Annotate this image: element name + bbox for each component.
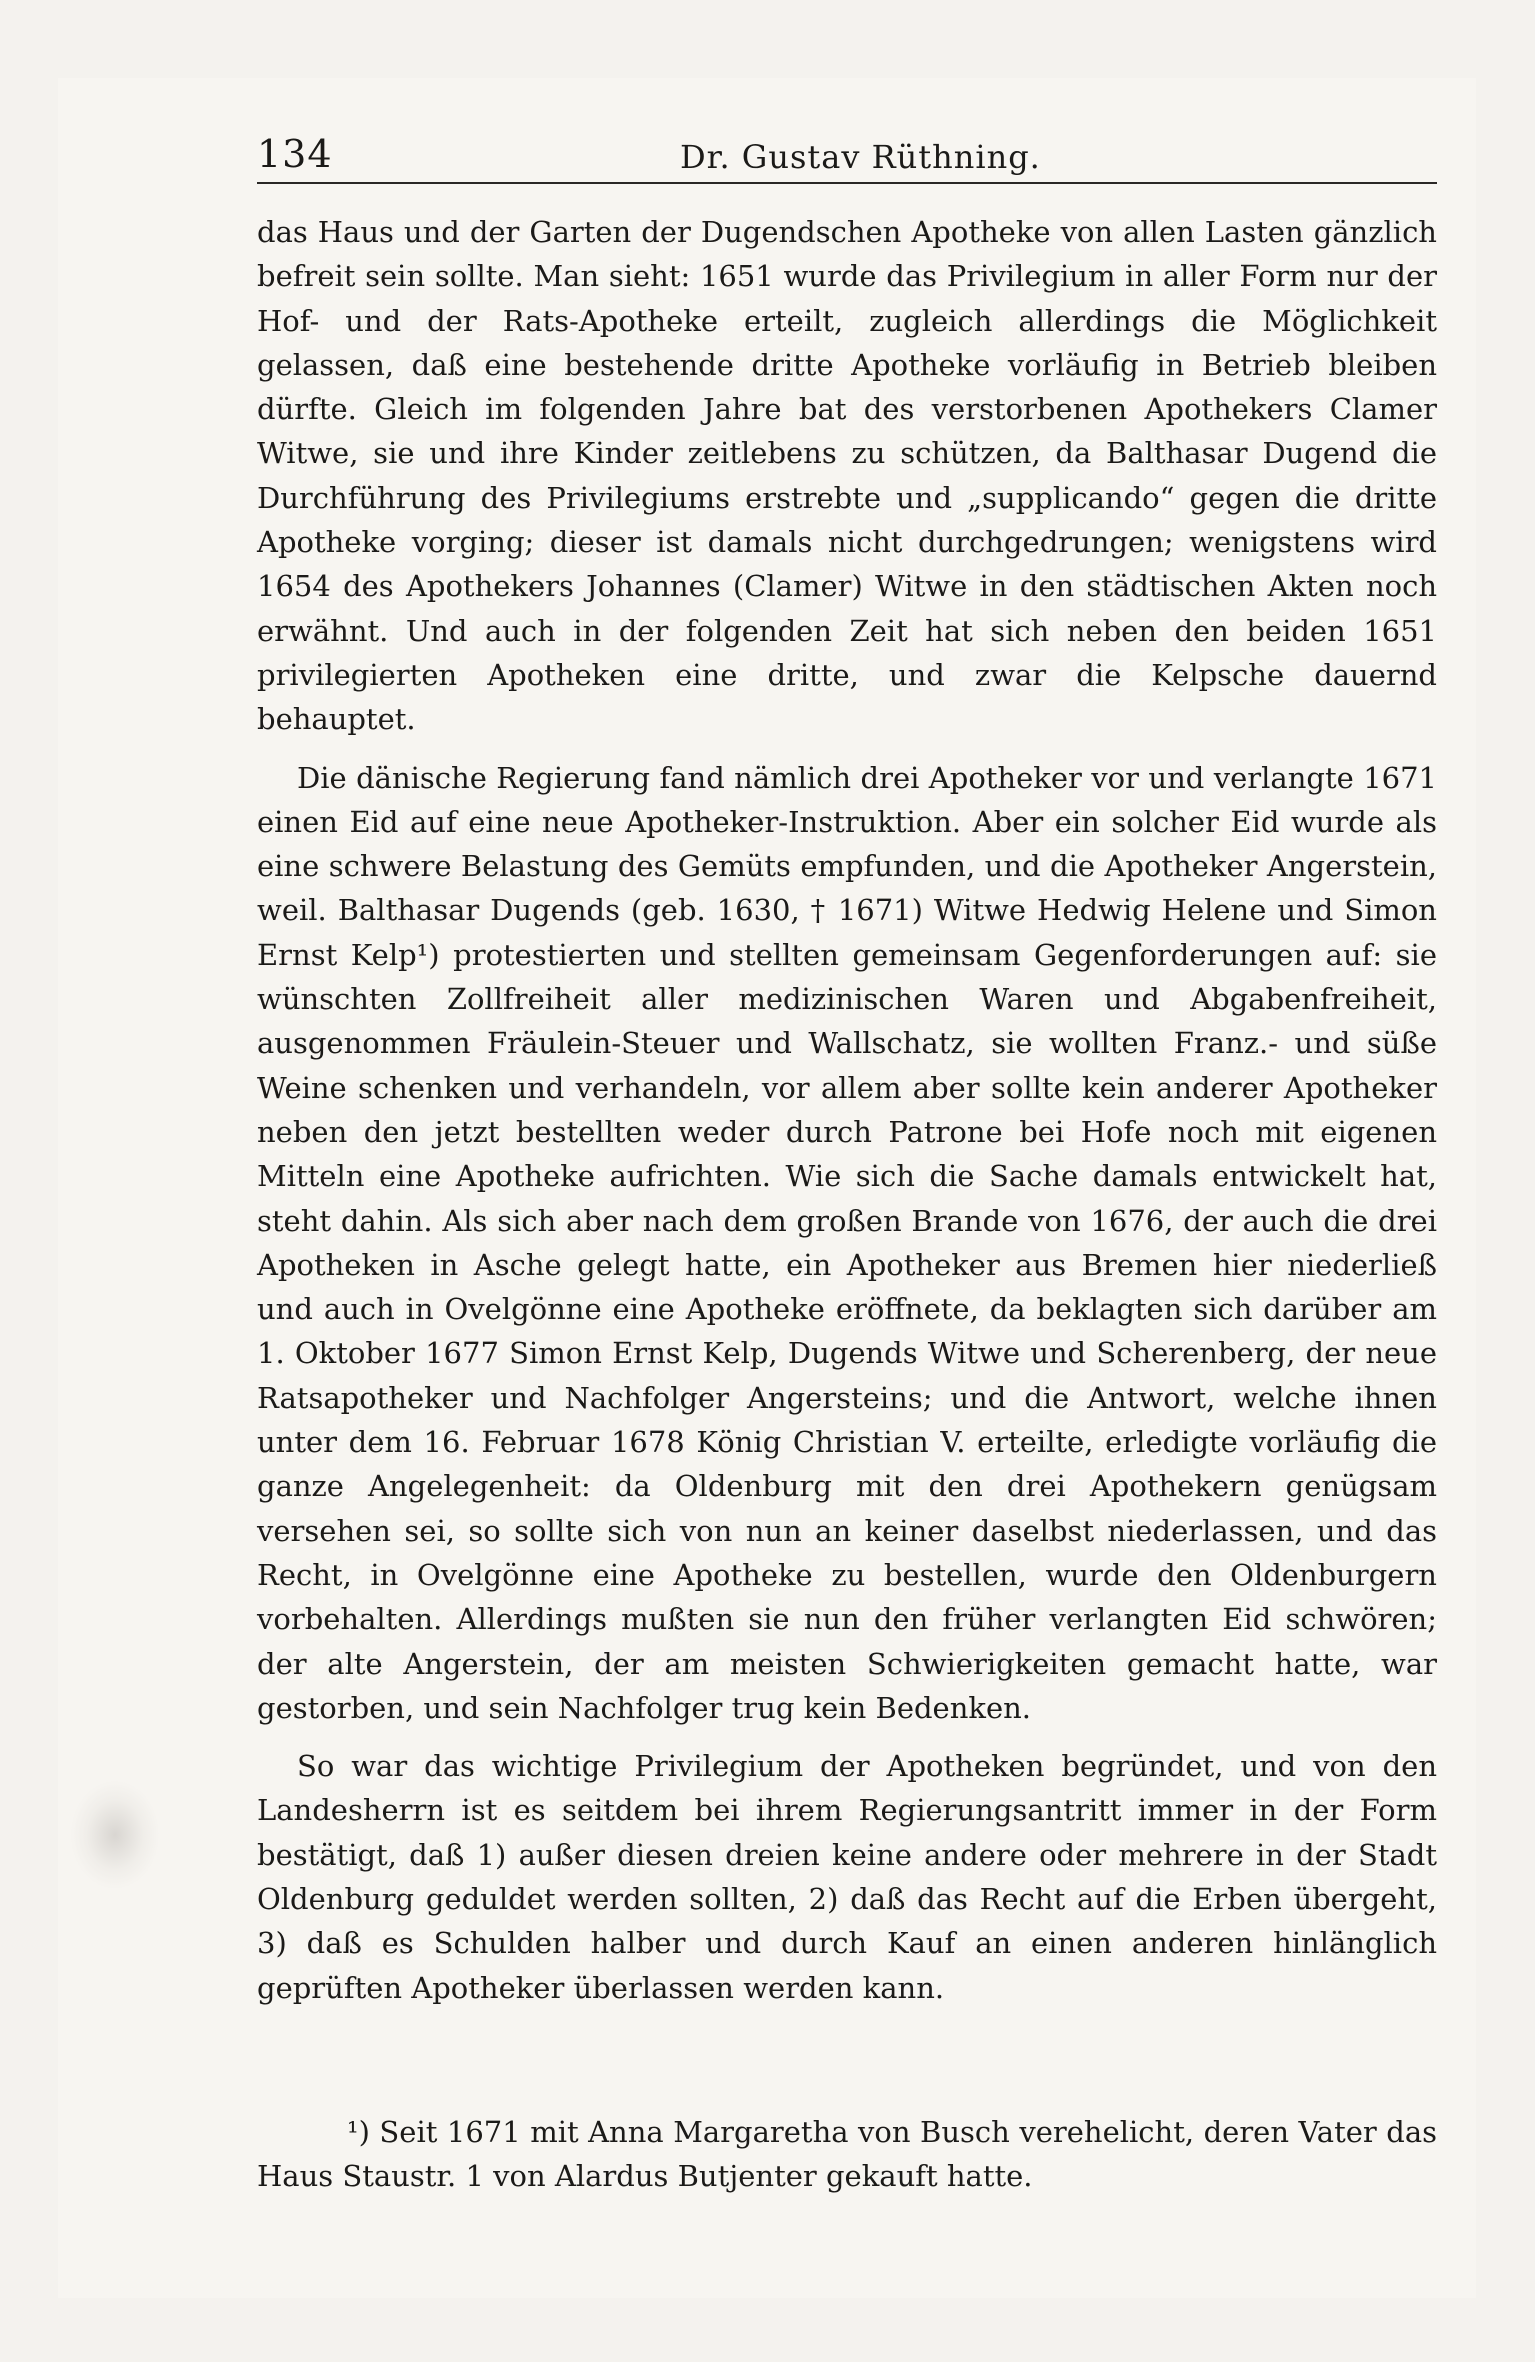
page-number: 134 bbox=[257, 132, 333, 176]
page-header bbox=[257, 132, 1437, 184]
body-text bbox=[257, 210, 1437, 2010]
paragraph-1: das Haus und der Garten der Dugendschen Apotheke von allen Lasten gänzlich befreit sein sollte. Man sieht: 1651 wurde das Privilegium in aller Form nur der Hof- und der Rats-Apotheke erteilt, zugleich allerdings die Möglichkeit gelassen, daß eine bestehende dritte Apotheke vorläufig in Betrieb bleiben dürfte. Gleich im folgenden Jahre bat des verstorbenen Apothekers Clamer Witwe, sie und ihre Kinder zeitlebens zu schützen, da Balthasar Dugend die Durchführung des Privilegiums erstrebte und „supplicando“ gegen die dritte Apotheke vorging; dieser ist damals nicht durchgedrungen; wenigstens wird 1654 des Apothekers Johannes (Clamer) Witwe in den städtischen Akten noch erwähnt. Und auch in der folgenden Zeit hat sich neben den beiden 1651 privilegierten Apotheken eine dritte, und zwar die Kelpsche dauernd behauptet. bbox=[257, 215, 1437, 737]
paragraph-3: So war das wichtige Privilegium der Apotheken begründet, und von den Landesherrn ist es seitdem bei ihrem Regierungsantritt immer in der Form bestätigt, daß 1) außer diesen dreien keine andere oder mehrere in der Stadt Oldenburg geduldet werden sollten, 2) daß das Recht auf die Erben übergeht, 3) daß es Schulden halber und durch Kauf an einen anderen hinlänglich geprüften Apotheker überlassen werden kann. bbox=[257, 1749, 1437, 2005]
footnote-1: ¹) Seit 1671 mit Anna Margaretha von Busch verehelicht, deren Vater das Haus Staustr. 1 von Alardus Butjenter gekauft hatte. bbox=[257, 2115, 1437, 2193]
running-head: Dr. Gustav Rüthning. bbox=[680, 138, 1041, 176]
footnotes bbox=[257, 2110, 1437, 2198]
paper-smudge bbox=[70, 1780, 160, 1890]
paragraph-2: Die dänische Regierung fand nämlich drei Apotheker vor und verlangte 1671 einen Eid auf eine neue Apotheker-Instruktion. Aber ein solcher Eid wurde als eine schwere Belastung des Gemüts empfunden, und die Apotheker Angerstein, weil. Balthasar Dugends (geb. 1630, † 1671) Witwe Hedwig Helene und Simon Ernst Kelp¹) protestierten und stellten gemeinsam Gegenforderungen auf: sie wünschten Zollfreiheit aller medizinischen Waren und Abgabenfreiheit, ausgenommen Fräulein-Steuer und Wallschatz, sie wollten Franz.- und süße Weine schenken und verhandeln, vor allem aber sollte kein anderer Apotheker neben den jetzt bestellten weder durch Patrone bei Hofe noch mit eigenen Mitteln eine Apotheke aufrichten. Wie sich die Sache damals entwickelt hat, steht dahin. Als sich aber nach dem großen Brande von 1676, der auch die drei Apotheken in Asche gelegt hatte, ein Apotheker aus Bremen hier niederließ und auch in Ovelgönne eine Apotheke eröffnete, da beklagten sich darüber am 1. Oktober 1677 Simon Ernst Kelp, Dugends Witwe und Scherenberg, der neue Ratsapotheker und Nachfolger Angersteins; und die Antwort, welche ihnen unter dem 16. Februar 1678 König Christian V. erteilte, erledigte vorläufig die ganze Angelegenheit: da Oldenburg mit den drei Apothekern genügsam versehen sei, so sollte sich von nun an keiner daselbst niederlassen, und das Recht, in Ovelgönne eine Apotheke zu bestellen, wurde den Oldenburgern vorbehalten. Allerdings mußten sie nun den früher verlangten Eid schwören; der alte Angerstein, der am meisten Schwierigkeiten gemacht hatte, war gestorben, und sein Nachfolger trug kein Bedenken. bbox=[257, 760, 1437, 1725]
